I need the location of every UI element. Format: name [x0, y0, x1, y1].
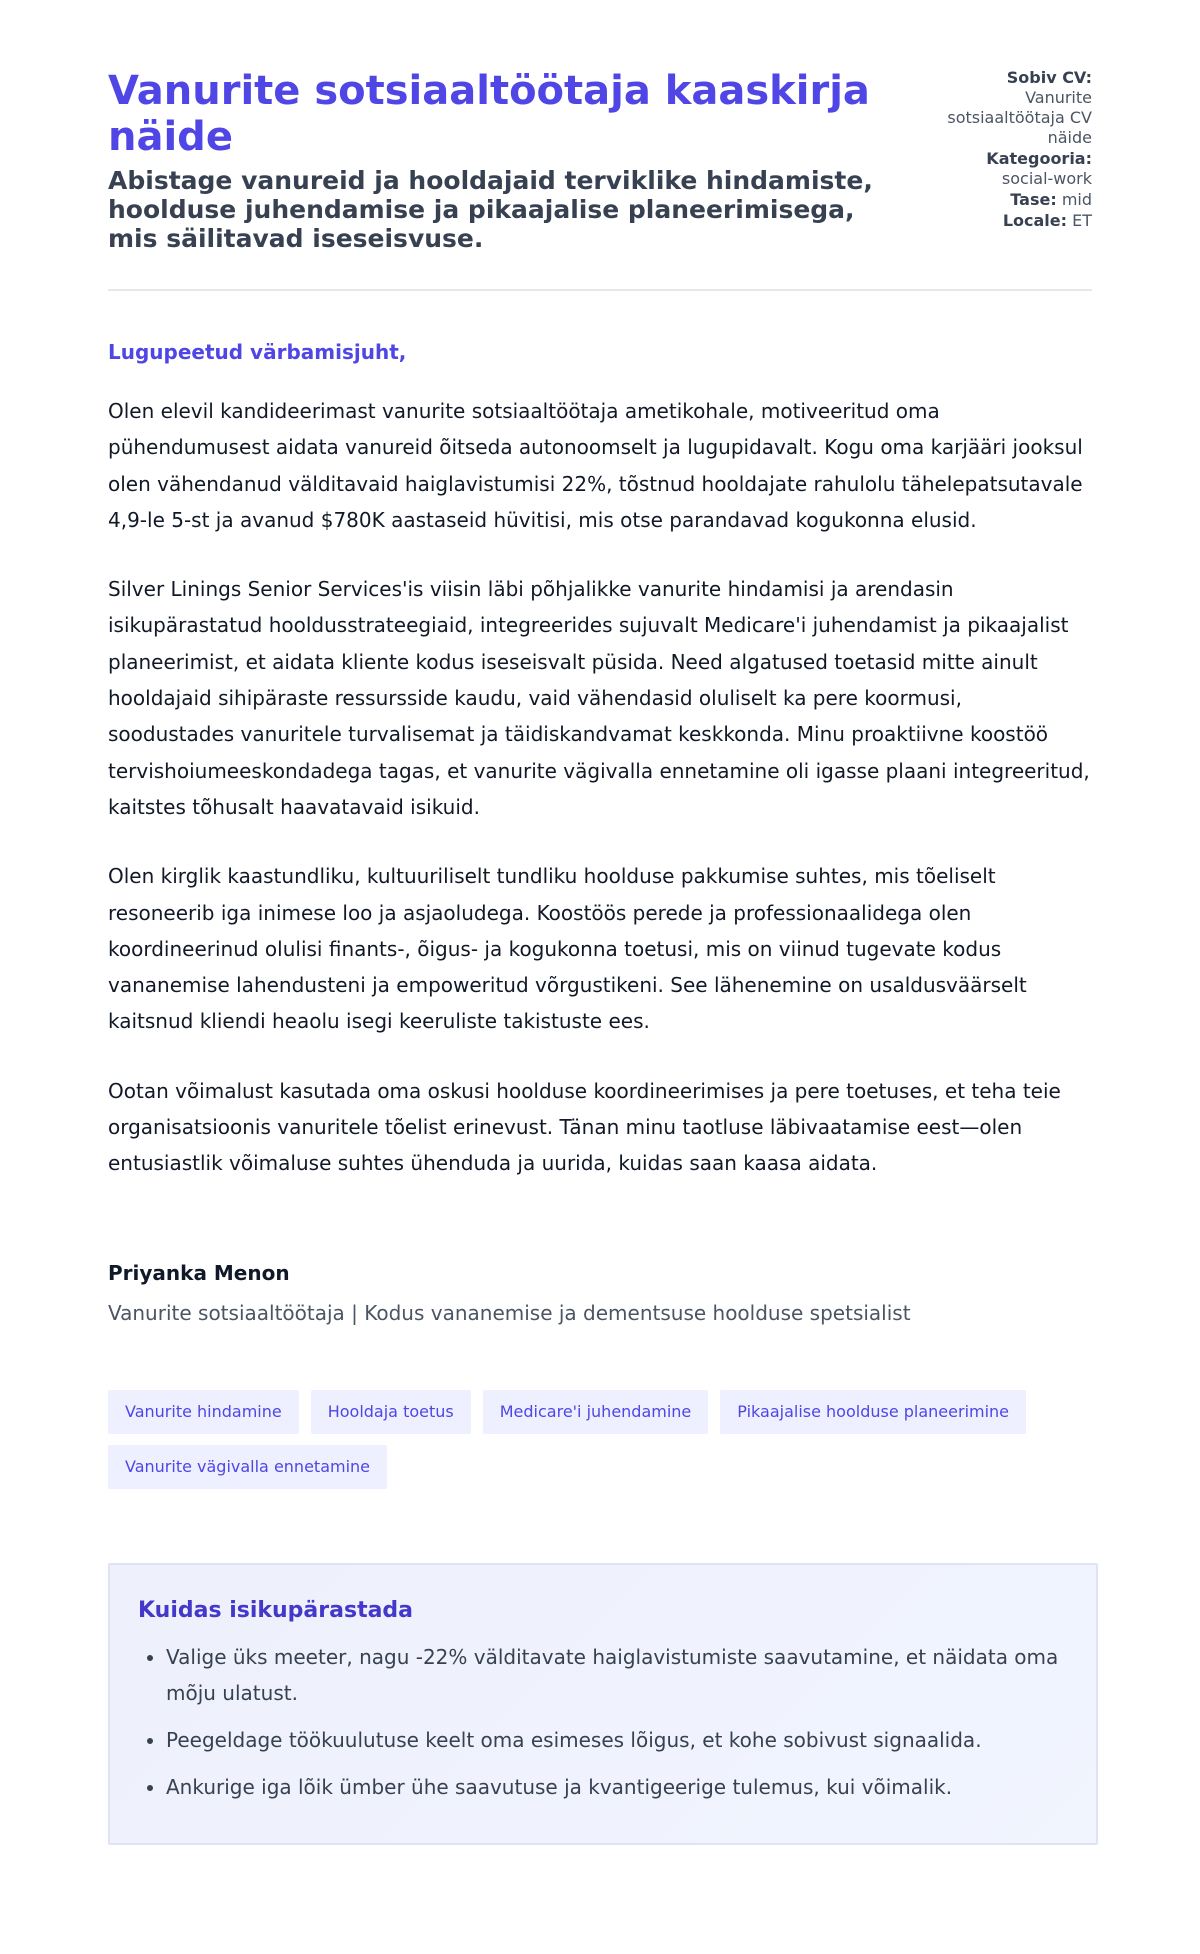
skill-tags [108, 1390, 1098, 1489]
meta-locale-label: Locale: [1002, 211, 1068, 230]
meta-locale [922, 211, 1092, 231]
signature-block [108, 1260, 1092, 1326]
signature-name: Priyanka Menon [108, 1260, 290, 1285]
tip-item: • Valige üks meeter, nagu -22% välditavate haiglavistumiste saavutamine, et näidata oma mõju ulatust. [166, 1639, 1068, 1711]
page-title: Vanurite sotsiaaltöötaja kaaskirja näide [108, 68, 870, 160]
signature-title: Vanurite sotsiaaltöötaja | Kodus vananemise ja dementsuse hoolduse spetsialist [108, 1300, 911, 1325]
meta-cv-link[interactable]: Vanurite sotsiaaltöötaja CV näide [947, 88, 1092, 147]
tip-item: • Ankurige iga lõik ümber ühe saavutuse ja kvantigeerige tulemus, kui võimalik. [166, 1769, 1068, 1805]
meta-category [922, 149, 1092, 189]
meta-panel [922, 68, 1092, 232]
letter-paragraph: Ootan võimalust kasutada oma oskusi hoolduse koordineerimises ja pere toetuses, et teha teie organisatsioonis vanuritele tõelist erinevust. Tänan minu taotluse läbivaatamise eest—olen entusiastlik võimaluse suhtes ühenduda ja uurida, kuidas saan kaasa aidata. [108, 1078, 1061, 1176]
letter-paragraph: Silver Linings Senior Services'is viisin läbi põhjalikke vanurite hindamisi ja arendasin isikupärastatud hooldusstrateegiaid, integreerides sujuvalt Medicare'i juhendamist ja pikaajalist planeerimist, et aidata kliente kodus iseseisvalt püsida. Need algatused toetasid mitte ainult hooldajaid sihipäraste ressursside kaudu, vaid vähendasid oluliselt ka pere koormusi, soodustades vanuritele turvalisemat ja täidiskandvamat keskkonda. Minu proaktiivne koostöö tervishoiumeeskondadega tagas, et vanurite vägivalla ennetamine oli igasse plaani integreeritud, kaitstes tõhusalt haavatavaid isikuid. [108, 577, 1090, 819]
page-subtitle: Abistage vanureid ja hooldajaid terviklike hindamiste, hoolduse juhendamise ja pikaajalise planeerimisega, mis säilitavad iseseisvuse. [108, 166, 873, 253]
meta-category-label: Kategooria: [986, 149, 1092, 168]
meta-level [922, 190, 1092, 210]
meta-level-label: Tase: [1010, 190, 1057, 209]
personalize-tips-box [108, 1563, 1098, 1845]
skill-tag[interactable]: Vanurite vägivalla ennetamine [108, 1445, 387, 1489]
meta-cv-label: Sobiv CV: [1006, 68, 1092, 87]
meta-locale-value: ET [1072, 211, 1092, 230]
meta-cv [922, 68, 1092, 148]
skill-tag[interactable]: Medicare'i juhendamine [483, 1390, 709, 1434]
page-header [108, 68, 1092, 291]
letter-paragraph: Olen elevil kandideerimast vanurite sotsiaaltöötaja ametikohale, motiveeritud oma pühendumusest aidata vanureid õitseda autonoomselt ja lugupidavalt. Kogu oma karjääri jooksul olen vähendanud välditavaid haiglavistumisi 22%, tõstnud hooldajate rahulolu tähelepatsutavale 4,9-le 5-st ja avanud $780K aastaseid hüvitisi, mis otse parandavad kogukonna elusid. [108, 399, 1083, 532]
letter-greeting: Lugupeetud värbamisjuht, [108, 340, 407, 364]
header-titles [108, 68, 898, 253]
tips-list [138, 1639, 1068, 1805]
letter-paragraph: Olen kirglik kaastundliku, kultuuriliselt tundliku hoolduse pakkumise suhtes, mis tõeliselt resoneerib iga inimese loo ja asjaoludega. Koostöös perede ja professionaalidega olen koordineerinud olulisi finants-, õigus- ja kogukonna toetusi, mis on viinud tugevate kodus vananemise lahendusteni ja empoweritud võrgustikeni. See lähenemine on usaldusväärselt kaitsnud kliendi heaolu isegi keeruliste takistuste ees. [108, 864, 1027, 1034]
skill-tag[interactable]: Hooldaja toetus [311, 1390, 471, 1434]
skill-tag[interactable]: Vanurite hindamine [108, 1390, 299, 1434]
tips-title: Kuidas isikupärastada [138, 1597, 414, 1623]
meta-category-value: social-work [1001, 169, 1092, 188]
tip-item: • Peegeldage töökuulutuse keelt oma esimeses lõigus, et kohe sobivust signaalida. [166, 1722, 1068, 1758]
letter-body [108, 339, 1092, 1182]
meta-level-value: mid [1061, 190, 1092, 209]
skill-tag[interactable]: Pikaajalise hoolduse planeerimine [720, 1390, 1026, 1434]
